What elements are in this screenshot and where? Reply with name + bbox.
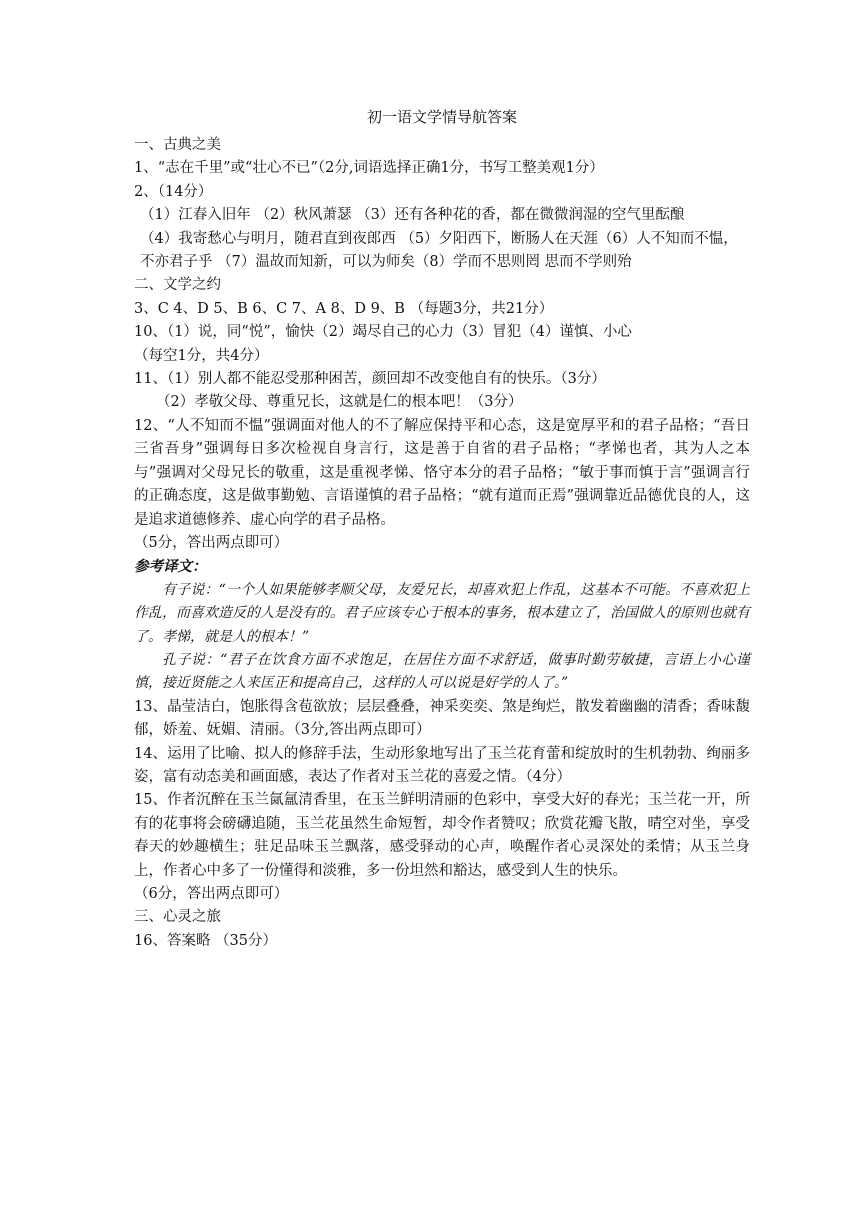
answer-q1: 1、“志在千里”或“壮心不已”（2分,词语选择正确1分，书写工整美观1分） — [134, 160, 604, 177]
translation-paragraph-1: 有子说：“一个人如果能够孝顺父母，友爱兄长，却喜欢犯上作乱，这基本不可能。不喜欢犯上作乱，而喜欢造反的人是没有的。君子应该专心于根本的事务，根本建立了，治国做人的原则也就有了。孝悌，就是人的根本！” — [134, 581, 750, 645]
answer-q2-line-2: （4）我寄愁心与明月，随君直到夜郎西 （5）夕阳西下，断肠人在天涯（6）人不知而不愠， — [140, 230, 738, 247]
answer-q10: 10、（1）说，同“悦”，愉快（2）竭尽自己的心力（3）冒犯（4）谨慎、小心 — [134, 324, 632, 341]
answer-q14: 14、运用了比喻、拟人的修辞手法，生动形象地写出了玉兰花育蕾和绽放时的生机勃勃、绚丽多姿，富有动态美和画面感，表达了作者对玉兰花的喜爱之情。（4分） — [134, 745, 750, 785]
document-title: 初一语文学情导航答案 — [366, 108, 517, 126]
answer-q12: 12、“人不知而不愠”强调面对他人的不了解应保持平和心态，这是宽厚平和的君子品格；“吾日三省吾身”强调每日多次检视自身言行，这是善于自省的君子品格；“孝悌也者，其为人之本与”强调对父母兄长的敬重，这是重视孝悌、恪守本分的君子品格；“敏于事而慎于言”强调言行的正确态度，这是做事勤勉、言语谨慎的君子品格；“就有道而正焉”强调靠近品德优良的人，这是追求道德修养、虚心向学的君子品格。 — [134, 417, 750, 528]
answer-q12-score: （5分，答出两点即可） — [134, 534, 289, 551]
answer-q10-score: （每空1分，共4分） — [134, 347, 269, 364]
answer-q15: 15、作者沉醉在玉兰氤氲清香里，在玉兰鲜明清丽的色彩中，享受大好的春光；玉兰花一开，所有的花事将会磅礴追随，玉兰花虽然生命短暂，却令作者赞叹；欣赏花瓣飞散，晴空对坐，享受春天的妙趣横生；驻足品味玉兰飘落，感受驿动的心声，唤醒作者心灵深处的柔情；从玉兰身上，作者心中多了一份懂得和淡雅，多一份坦然和豁达，感受到人生的快乐。 — [134, 792, 750, 879]
answer-q13: 13、晶莹洁白，饱胀得含苞欲放；层层叠叠，神采奕奕、煞是绚烂，散发着幽幽的清香；香味馥郁，娇羞、妩媚、清丽。（3分,答出两点即可） — [134, 698, 750, 739]
section-heading-2: 二、文学之约 — [134, 277, 221, 294]
translation-heading: 参考译文： — [134, 558, 207, 576]
section-heading-1: 一、古典之美 — [134, 137, 221, 153]
answer-q2-line-1: （1）江春入旧年 （2）秋风萧瑟 （3）还有各种花的香，都在微微润湿的空气里酝酿 — [140, 207, 685, 224]
section-heading-3: 三、心灵之旅 — [134, 909, 221, 926]
answer-q2-line-3: 不亦君子乎 （7）温故而知新，可以为师矣（8）学而不思则罔 思而不学则殆 — [140, 254, 632, 271]
answer-q11-2: （2）孝敬父母、尊重兄长，这就是仁的根本吧！（3分） — [156, 394, 523, 411]
answer-q2-heading: 2、（14分） — [134, 183, 213, 200]
translation-paragraph-2: 孔子说：“君子在饮食方面不求饱足，在居住方面不求舒适，做事时勤劳敏捷，言语上小心谨慎，接近贤能之人来匡正和提高自己，这样的人可以说是好学的人了。” — [134, 651, 750, 692]
answer-q16: 16、答案略 （35分） — [134, 932, 278, 949]
answer-q11-1: 11、（1）别人都不能忍受那种困苦，颜回却不改变他自有的快乐。（3分） — [134, 371, 606, 388]
document-body — [134, 106, 750, 953]
answer-q15-score: （6分，答出两点即可） — [134, 886, 289, 902]
answer-q3-q9: 3、C 4、D 5、B 6、C 7、A 8、D 9、B （每题3分，共21分） — [134, 300, 554, 317]
